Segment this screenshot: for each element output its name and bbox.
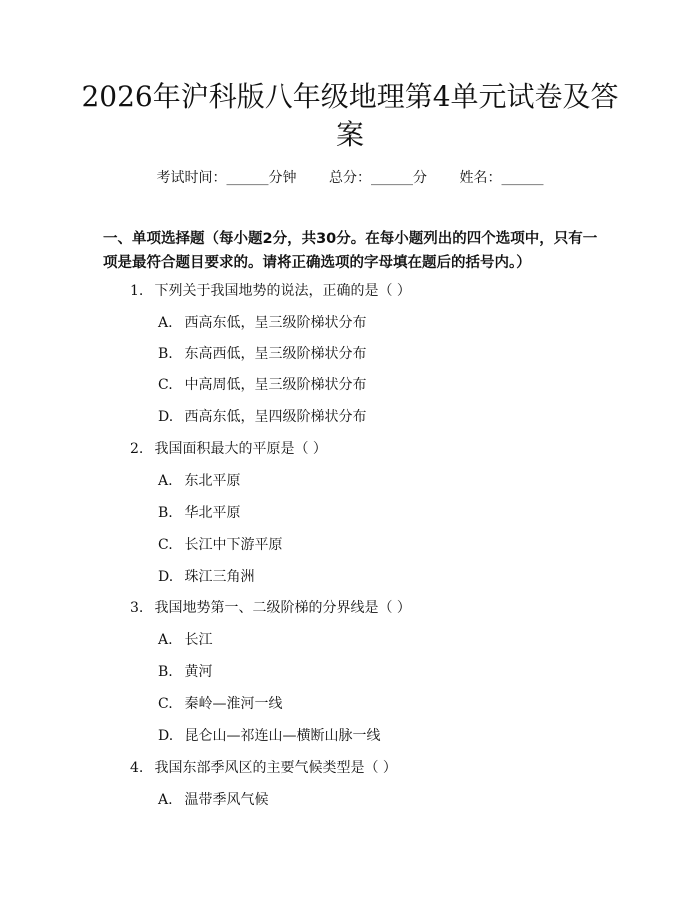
option-text: 西高东低，呈四级阶梯状分布 (184, 409, 367, 425)
question-text: 我国地势第一、二级阶梯的分界线是（ ） (154, 600, 411, 616)
option-letter: C. (158, 377, 173, 393)
question-3-option-c (158, 694, 282, 714)
option-text: 东北平原 (184, 473, 241, 489)
question-3-option-d (158, 726, 380, 746)
option-text: 长江中下游平原 (184, 537, 283, 553)
option-letter: A. (158, 632, 173, 648)
question-1-option-a (158, 313, 366, 333)
option-letter: B. (158, 505, 173, 521)
question-number: 1. (130, 283, 144, 299)
option-text: 西高东低，呈三级阶梯状分布 (184, 315, 367, 331)
option-letter: A. (158, 473, 173, 489)
option-text: 长江 (184, 632, 213, 648)
page-title: 2026年沪科版八年级地理第4单元试卷及答案 (81, 80, 619, 151)
question-2-option-c (158, 535, 282, 555)
question-number: 2. (130, 441, 144, 457)
question-3 (130, 598, 411, 618)
option-text: 中高周低，呈三级阶梯状分布 (184, 377, 367, 393)
question-1 (130, 281, 411, 301)
question-number: 4. (130, 760, 144, 776)
option-letter: A. (158, 792, 173, 808)
question-1-option-b (158, 344, 366, 364)
question-4-option-a (158, 790, 268, 810)
question-3-option-a (158, 630, 212, 650)
option-text: 昆仑山—祁连山—横断山脉一线 (184, 728, 381, 744)
total-score-field: 总分：______分 (329, 170, 427, 186)
student-name-field: 姓名：______ (459, 170, 544, 186)
option-text: 珠江三角洲 (184, 569, 255, 585)
option-letter: A. (158, 315, 173, 331)
question-text: 我国面积最大的平原是（ ） (154, 441, 327, 457)
question-2-option-d (158, 567, 254, 587)
exam-info-line (0, 168, 700, 188)
option-text: 华北平原 (184, 505, 241, 521)
option-letter: C. (158, 696, 173, 712)
question-2-option-b (158, 503, 240, 523)
question-number: 3. (130, 600, 144, 616)
question-1-option-d (158, 407, 366, 427)
option-text: 黄河 (184, 664, 213, 680)
option-text: 温带季风气候 (184, 792, 269, 808)
section-heading: 一、单项选择题（每小题2分，共30分。在每小题列出的四个选项中，只有一项是最符合题目要求的。请将正确选项的字母填在题后的括号内。） (103, 231, 598, 271)
option-text: 东高西低，呈三级阶梯状分布 (184, 346, 367, 362)
option-letter: D. (158, 409, 174, 425)
question-text: 下列关于我国地势的说法，正确的是（ ） (154, 283, 411, 299)
question-text: 我国东部季风区的主要气候类型是（ ） (154, 760, 397, 776)
question-2 (130, 439, 327, 459)
exam-time-field: 考试时间：______分钟 (156, 170, 297, 186)
question-3-option-b (158, 662, 212, 682)
question-2-option-a (158, 471, 240, 491)
option-text: 秦岭—淮河一线 (184, 696, 283, 712)
question-4 (130, 758, 397, 778)
question-1-option-c (158, 375, 366, 395)
option-letter: C. (158, 537, 173, 553)
option-letter: D. (158, 728, 174, 744)
option-letter: B. (158, 664, 173, 680)
option-letter: D. (158, 569, 174, 585)
option-letter: B. (158, 346, 173, 362)
